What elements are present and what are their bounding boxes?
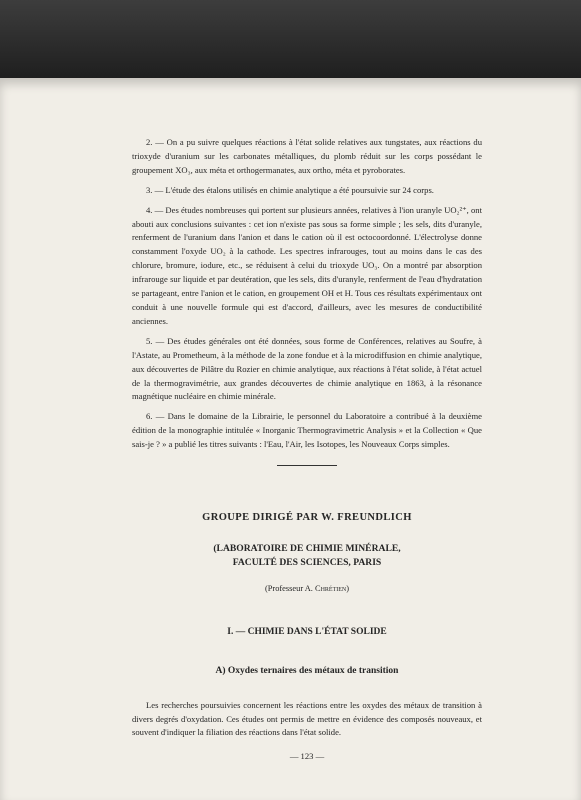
paragraph-4: 4. — Des études nombreuses qui portent sur plusieurs années, relatives à l'ion uranyle UO₂²⁺, ont abouti aux conclusions suivantes : cet ion n'existe pas sous sa forme simple ; les sels, dits d'uranyle, renferment de l'uranium dans l'anion et dans le cation où il est octocoordonné. L'électrolyse donne constamment l'oxyde UO₂ à la cathode. Les spectres infrarouges, tout au moins dans le cas des chlorure, bromure, iodure, etc., se réduisent à celui du trioxyde UO₃. On a montré par absorption infrarouge sur liquide et par deutération, que les sels, dits d'uranyle, renferment de l'eau d'hydratation se partageant, entre l'anion et le cation, en groupement OH et H. Tous ces résultats expérimentaux ont conduit à une nouvelle formule qui est d'accord, d'ailleurs, avec les mesures de conductibilité anciennes.	[132, 204, 482, 326]
group-title: GROUPE DIRIGÉ PAR W. FREUNDLICH	[202, 512, 412, 524]
professor-suffix: )	[346, 583, 350, 593]
paragraph-3: 3. — L'étude des étalons utilisés en chimie analytique a été poursuivie sur 24 corps.	[146, 184, 434, 195]
scanner-background	[0, 0, 581, 78]
section-divider	[277, 465, 337, 466]
paragraph-2: 2. — On a pu suivre quelques réactions à l'état solide relatives aux tungstates, aux réactions du trioxyde d'uranium sur les carbonates métalliques, du plomb réduit sur les corps possédant le groupement XO₃, aux méta et orthogermanates, aux ortho, méta et pyroborates.	[132, 137, 482, 175]
faculty-line: FACULTÉ DES SCIENCES, PARIS	[232, 556, 382, 568]
intro-paragraph: Les recherches poursuivies concernent les réactions entre les oxydes des métaux de transition à divers degrés d'oxydation. Ces études ont permis de mettre en évidence des composés nouveaux, et souvent d'indiquer la filiation des réactions dans l'état solide.	[132, 699, 482, 738]
paragraph-6: 6. — Dans le domaine de la Librairie, le personnel du Laboratoire a contribué à la deuxième édition de la monographie intitulée « Inorganic Thermogravimetric Analysis » et la Collection « Que sais-je ? » a publié les titres suivants : l'Eau, l'Air, les Isotopes, les Nouveaux Corps simples.	[132, 411, 482, 450]
section-title: I. — CHIMIE DANS L'ÉTAT SOLIDE	[227, 626, 387, 637]
subsection-title: A) Oxydes ternaires des métaux de transition	[215, 665, 399, 676]
paragraph-5: 5. — Des études générales ont été données, sous forme de Conférences, relatives au Soufre, à l'Astate, au Prometheum, à la méthode de la zone fondue et à la microdiffusion en chimie analytique, aux découvertes de Pilâtre du Rozier en chimie analytique, aux réactions à l'état solide, à l'état actuel de la thermogravimétrie, aux grandes découvertes de chimie analytique en 1863, à la résonance magnétique nucléaire en chimie minérale.	[132, 335, 482, 402]
professor-line	[132, 582, 482, 596]
page-content	[132, 136, 482, 764]
document-page	[0, 78, 581, 800]
professor-name: Chrétien	[314, 583, 347, 593]
professor-prefix: (Professeur A.	[264, 583, 315, 593]
page-number: — 123 —	[289, 751, 325, 762]
laboratory-line: (LABORATOIRE DE CHIMIE MINÉRALE,	[213, 542, 401, 554]
